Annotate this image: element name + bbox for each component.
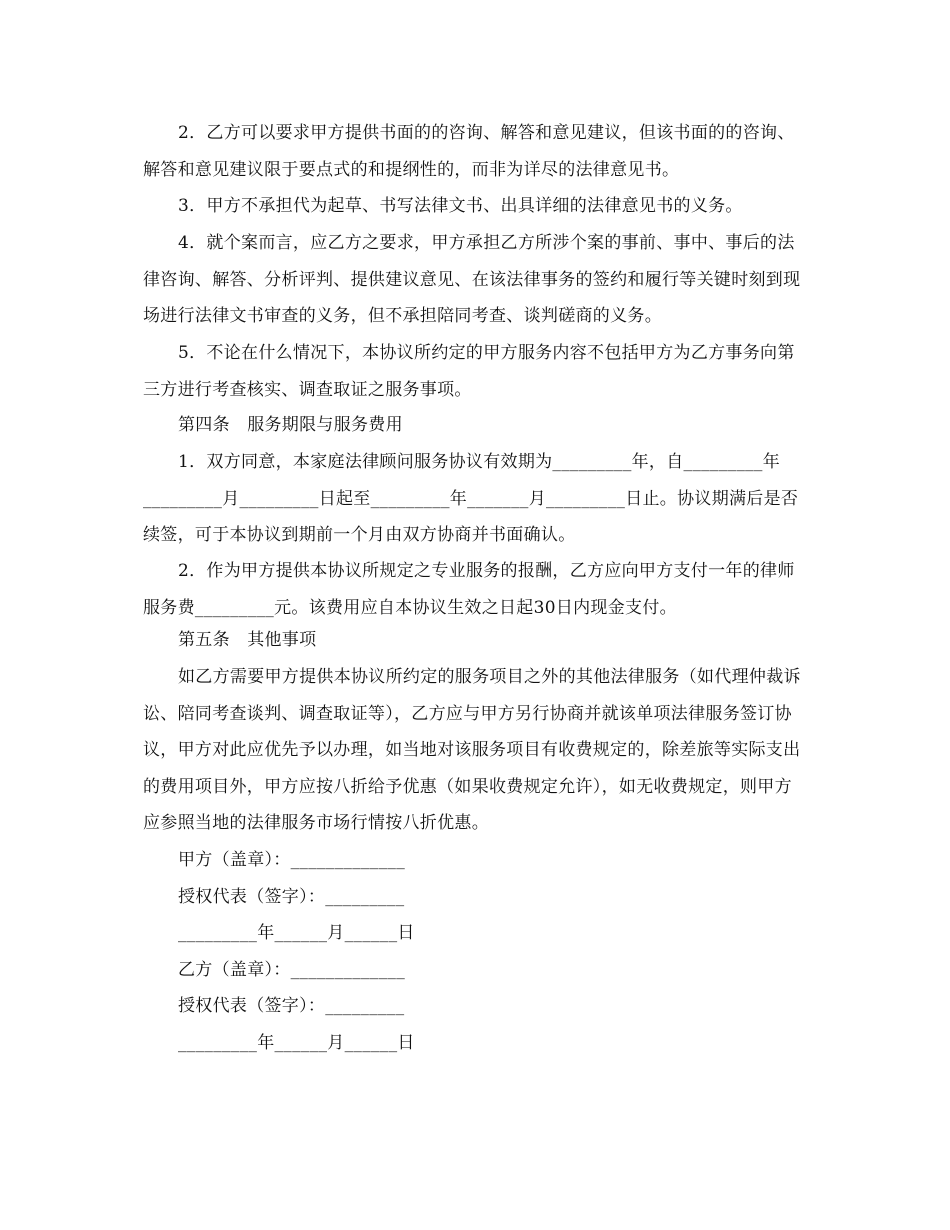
- article-4-clause-2: 2．作为甲方提供本协议所规定之专业服务的报酬，乙方应向甲方支付一年的律师服务费_________元。该费用应自本协议生效之日起30日内现金支付。: [143, 561, 795, 618]
- party-a-seal-line: 甲方（盖章）：_____________: [178, 850, 405, 870]
- party-a-date-line: _________年______月______日: [178, 923, 415, 943]
- party-b-seal-line: 乙方（盖章）：_____________: [178, 960, 405, 980]
- party-b-representative-line: 授权代表（签字）：_________: [178, 996, 405, 1016]
- party-a-representative-line: 授权代表（签字）：_________: [178, 887, 405, 907]
- article-4-heading: 第四条 服务期限与服务费用: [178, 415, 403, 435]
- clause-5-paragraph: 5．不论在什么情况下，本协议所约定的甲方服务内容不包括甲方为乙方事务向第三方进行考查核实、调查取证之服务事项。: [143, 343, 795, 400]
- article-5-heading: 第五条 其他事项: [178, 630, 317, 650]
- article-5-body: 如乙方需要甲方提供本协议所约定的服务项目之外的其他法律服务（如代理仲裁诉讼、陪同考查谈判、调查取证等），乙方应与甲方另行协商并就该单项法律服务签订协议，甲方对此应优先予以办理，如当地对该服务项目有收费规定的，除差旅等实际支出的费用项目外，甲方应按八折给予优惠（如果收费规定允许），如无收费规定，则甲方应参照当地的法律服务市场行情按八折优惠。: [143, 667, 801, 833]
- article-4-clause-1: 1．双方同意，本家庭法律顾问服务协议有效期为_________年，自_________年 _________月_________日起至_________年_______月_________日止。协议期满后是否续签，可于本协议到期前一个月由双方协商并书面确认。: [143, 452, 799, 545]
- clause-2-paragraph: 2．乙方可以要求甲方提供书面的的咨询、解答和意见建议，但该书面的的咨询、解答和意见建议限于要点式的和提纲性的，而非为详尽的法律意见书。: [143, 123, 795, 180]
- party-b-date-line: _________年______月______日: [178, 1033, 415, 1053]
- clause-3-paragraph: 3．甲方不承担代为起草、书写法律文书、出具详细的法律意见书的义务。: [178, 196, 743, 216]
- clause-4-paragraph: 4．就个案而言，应乙方之要求，甲方承担乙方所涉个案的事前、事中、事后的法律咨询、解答、分析评判、提供建议意见、在该法律事务的签约和履行等关键时刻到现场进行法律文书审查的义务，但不承担陪同考查、谈判磋商的义务。: [143, 233, 801, 326]
